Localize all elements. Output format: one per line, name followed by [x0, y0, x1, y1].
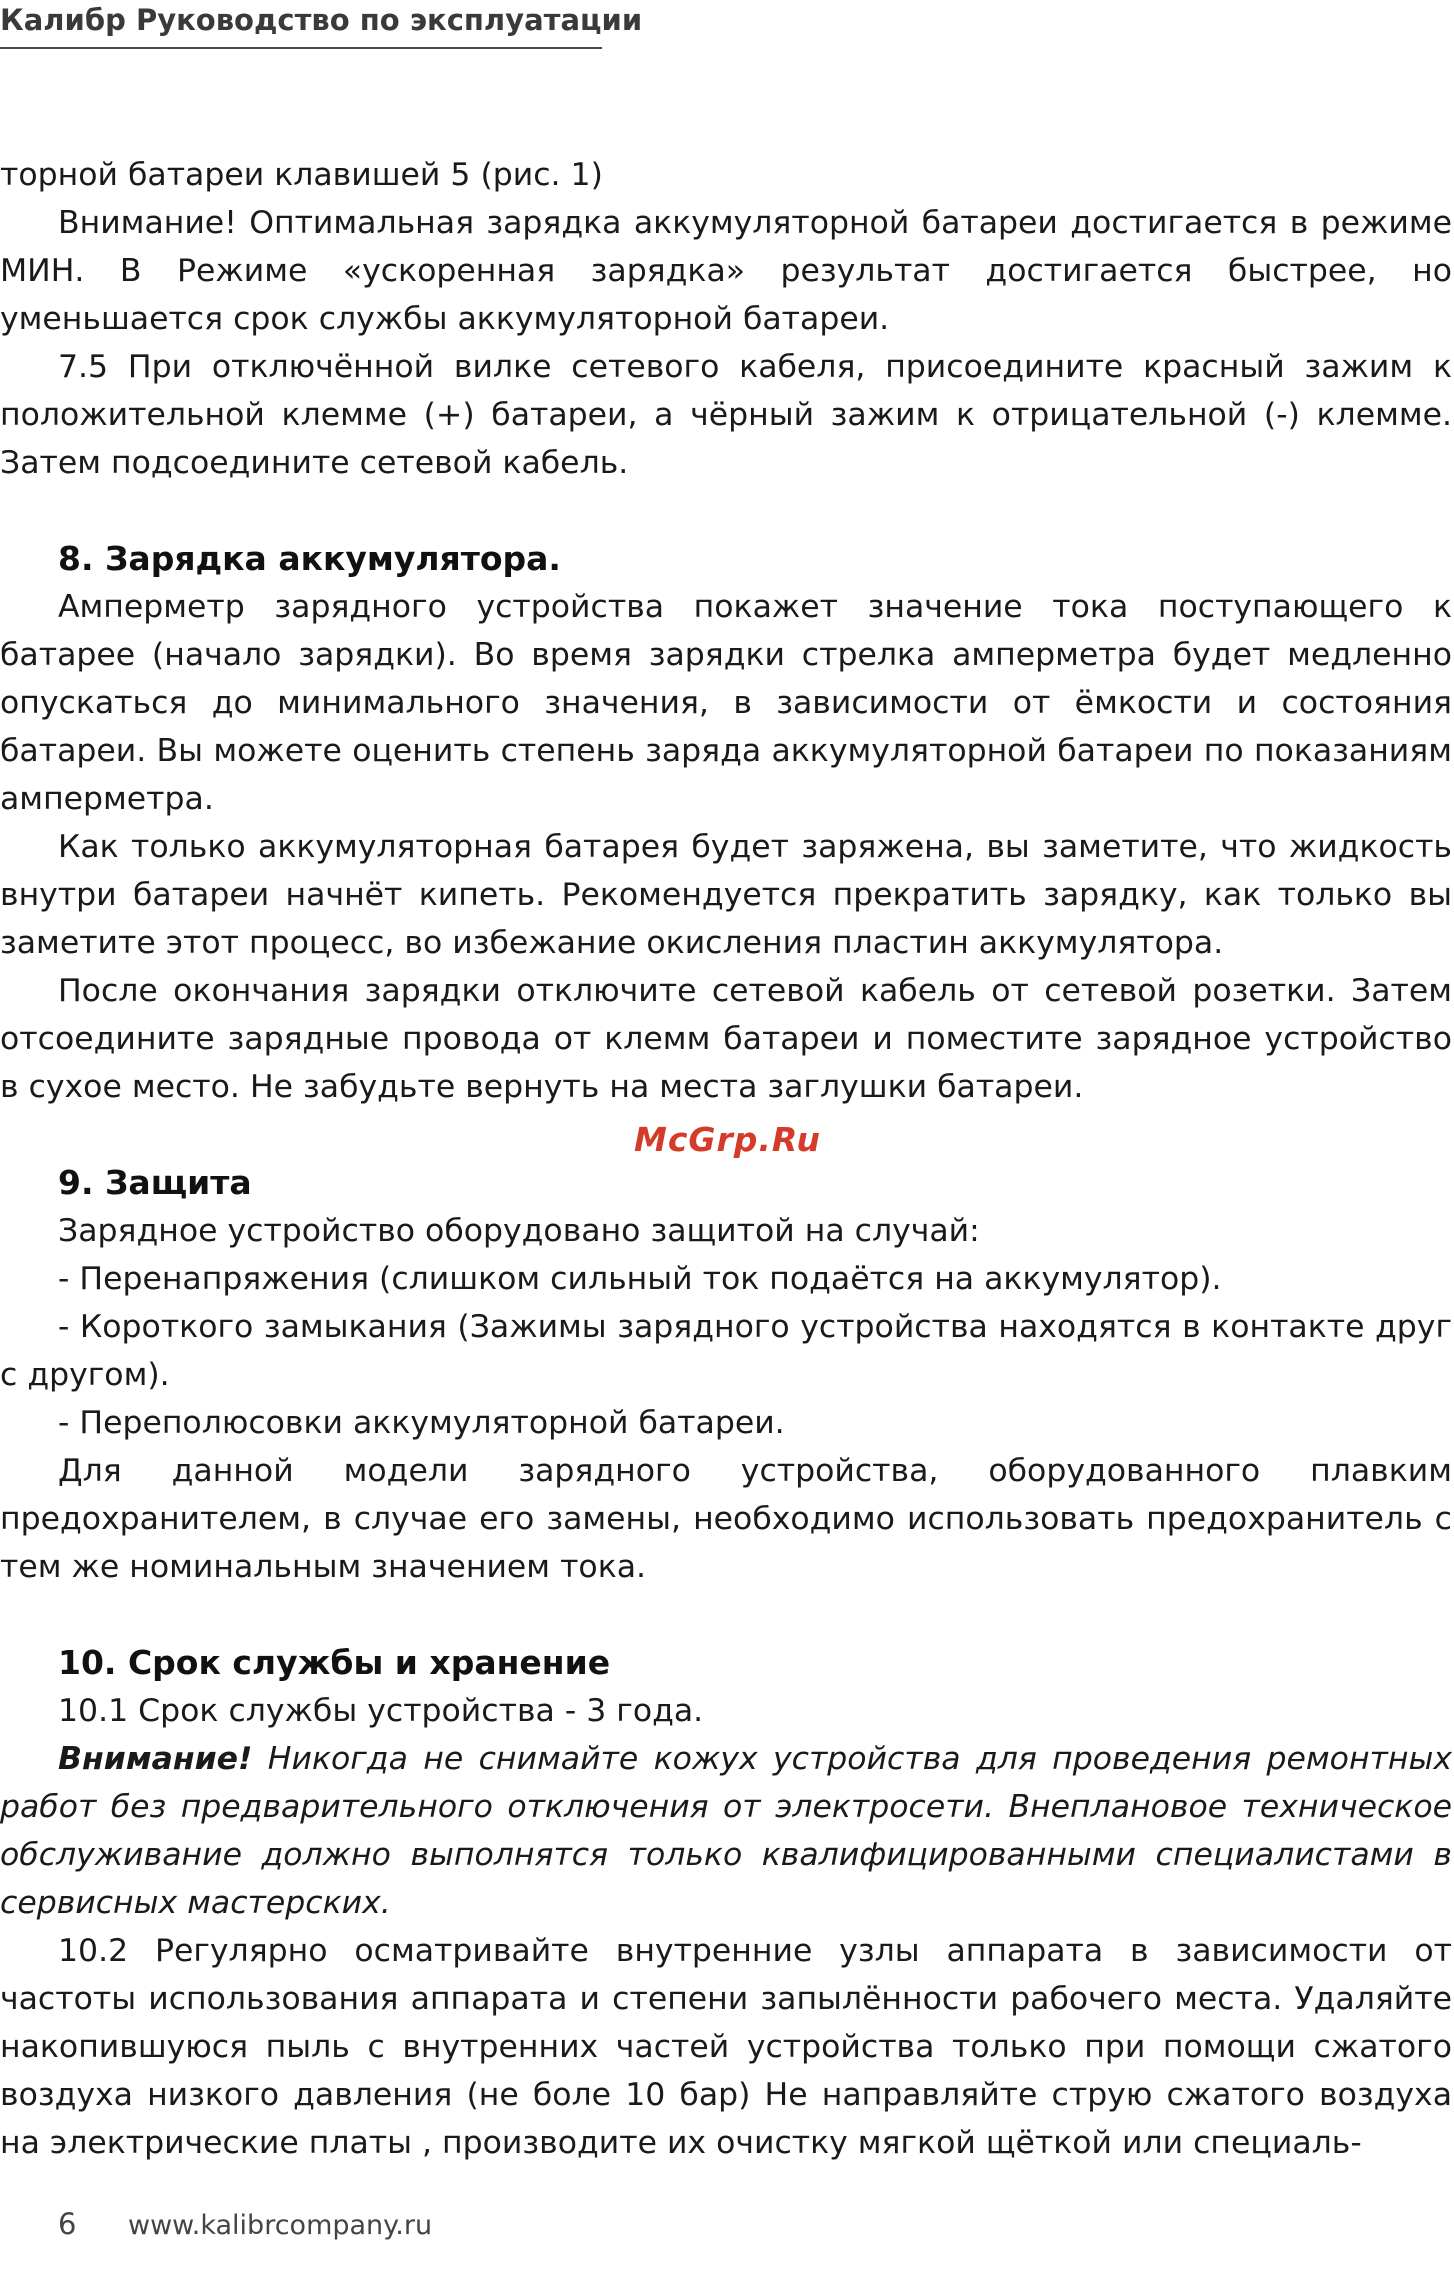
website-url: www.kalibrcompany.ru	[128, 2210, 433, 2241]
section-9-paragraph-fuse: Для данной модели зарядного устройства, оборудованного плавким предохранителем, в случае его замены, необходимо использовать предохранитель с тем же номинальным значением тока.	[0, 1453, 1452, 1585]
running-header: Калибр Руководство по эксплуатации	[0, 3, 643, 37]
warning-text: Никогда не снимайте кожух устройства для проведения ремонтных работ без предварительного отключения от электросети. Внеплановое техническое обслуживание должно выполнятся только квалифицированными специалистами в сервисных мастерских.	[0, 1741, 1452, 1921]
section-9-intro: Зарядное устройство оборудовано защитой на случай:	[58, 1213, 980, 1249]
spacer	[0, 1591, 1452, 1639]
header-divider	[0, 47, 602, 49]
section-8-heading: 8. Зарядка аккумулятора.	[58, 539, 561, 578]
section-9-item-overvoltage: - Перенапряжения (слишком сильный ток подаётся на аккумулятор).	[58, 1261, 1222, 1297]
section-9-heading: 9. Защита	[58, 1163, 252, 1202]
warning-label: Внимание!	[58, 1741, 253, 1777]
section-9-item-reverse-polarity: - Переполюсовки аккумуляторной батареи.	[58, 1405, 785, 1441]
paragraph-7-5: 7.5 При отключённой вилке сетевого кабеля, присоедините красный зажим к положительной клемме (+) батареи, а чёрный зажим к отрицательной (-) клемме. Затем подсоедините сетевой кабель.	[0, 349, 1452, 481]
paragraph-attention-min-mode: Внимание! Оптимальная зарядка аккумуляторной батареи достигается в режиме МИН. В Режиме «ускоренная зарядка» результат достигается быстрее, но уменьшается срок службы аккумуляторной батареи.	[0, 205, 1452, 337]
section-8-paragraph-boiling: Как только аккумуляторная батарея будет заряжена, вы заметите, что жидкость внутри батареи начнёт кипеть. Рекомендуется прекратить зарядку, как только вы заметите этот процесс, во избежание окисления пластин аккумулятора.	[0, 829, 1452, 961]
paragraph-continuation: торной батареи клавишей 5 (рис. 1)	[0, 157, 603, 193]
section-8-paragraph-ammeter: Амперметр зарядного устройства покажет значение тока поступающего к батарее (начало зарядки). Во время зарядки стрелка амперметра будет медленно опускаться до минимального значения, в зависимости от ёмкости и состояния батареи. Вы можете оценить степень заряда аккумуляторной батареи по показаниям амперметра.	[0, 589, 1452, 817]
section-10-heading: 10. Срок службы и хранение	[58, 1643, 611, 1682]
watermark: McGrp.Ru	[634, 1120, 822, 1159]
section-9-item-short-circuit: - Короткого замыкания (Зажимы зарядного устройства находятся в контакте друг с другом).	[0, 1309, 1452, 1393]
section-10-warning	[0, 1735, 1452, 1927]
section-10-paragraph-maintenance: 10.2 Регулярно осматривайте внутренние узлы аппарата в зависимости от частоты использования аппарата и степени запылённости рабочего места. Удаляйте накопившуюся пыль с внутренних частей устройства только при помощи сжатого воздуха низкого давления (не боле 10 бар) Не направляйте струю сжатого воздуха на электрические платы , производите их очистку мягкой щёткой или специаль-	[0, 1933, 1452, 2161]
spacer	[0, 487, 1452, 535]
page-number: 6	[58, 2207, 77, 2241]
section-10-service-life: 10.1 Срок службы устройства - 3 года.	[58, 1693, 704, 1729]
page-footer	[58, 2204, 432, 2246]
section-8-paragraph-after-charging: После окончания зарядки отключите сетевой кабель от сетевой розетки. Затем отсоедините зарядные провода от клемм батареи и поместите зарядное устройство в сухое место. Не забудьте вернуть на места заглушки батареи.	[0, 973, 1452, 1105]
